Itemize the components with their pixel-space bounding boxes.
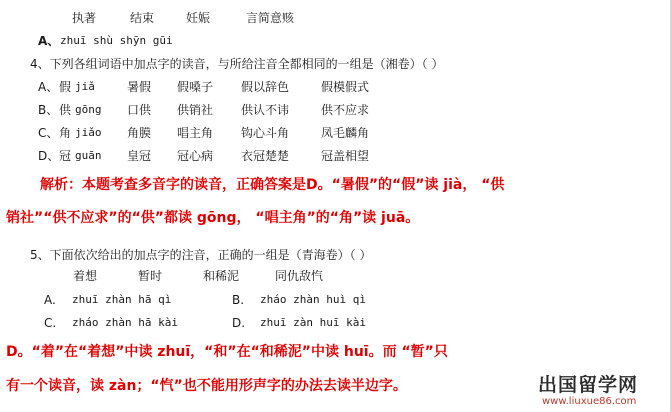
q4-option-word: 凤毛麟角 bbox=[321, 126, 370, 140]
q4-option-letter: A、 bbox=[38, 80, 59, 94]
q5-answer-line: 有一个读音，读 zàn；“忾”也不能用形声字的办法去读半边字。 bbox=[6, 378, 407, 394]
q4-option-pinyin: jiǎ bbox=[75, 80, 95, 93]
q4-option-char: 角 bbox=[59, 126, 72, 140]
q3-word: 妊娠 bbox=[186, 11, 211, 25]
q4-analysis-line: 解析：本题考查多音字的读音，正确答案是D。“暑假”的“假”读 jià， “供 bbox=[40, 177, 505, 193]
q4-option-word: 供认不讳 bbox=[241, 103, 290, 117]
q5-word: 着想 bbox=[73, 269, 98, 283]
q3-word: 执著 bbox=[72, 11, 97, 25]
q3-option-letter: A、 bbox=[38, 34, 60, 48]
q5-word: 同仇敌忾 bbox=[275, 269, 324, 283]
q5-option-letter: C. bbox=[44, 316, 57, 330]
q4-option-letter: B、 bbox=[38, 103, 59, 117]
q4-option-word: 冠盖相望 bbox=[321, 149, 370, 163]
q4-option-word: 衣冠楚楚 bbox=[241, 149, 290, 163]
q5-option-letter: B. bbox=[232, 293, 245, 307]
q4-option-word: 皇冠 bbox=[127, 149, 152, 163]
q5-option-pinyin: zhuī zhàn hā qì bbox=[72, 293, 172, 306]
q4-option-pinyin: gōng bbox=[75, 103, 102, 116]
q4-analysis-line: 销社”“供不应求”的“供”都读 gōng， “唱主角”的“角”读 juā。 bbox=[6, 210, 420, 226]
q5-option-pinyin: zháo zhàn huì qì bbox=[260, 293, 366, 306]
q4-option-letter: C、 bbox=[38, 126, 59, 140]
q3-word: 结束 bbox=[130, 11, 155, 25]
q5-option-letter: A. bbox=[44, 293, 56, 307]
q5-answer-line: D。“着”在“着想”中读 zhuī，“和”在“和稀泥”中读 huī。而 “暂”只 bbox=[6, 344, 448, 360]
q3-option-pinyin: zhuī shù shȳn gūi bbox=[60, 34, 173, 47]
q5-option-pinyin: zhuī zàn huī kài bbox=[260, 316, 366, 329]
site-watermark bbox=[534, 372, 664, 410]
q4-option-word: 钩心斗角 bbox=[241, 126, 290, 140]
q4-option-char: 冠 bbox=[59, 149, 72, 163]
q4-stem: 4、下列各组词语中加点字的读音，与所给注音全都相同的一组是（湘卷）（ ） bbox=[30, 57, 444, 71]
q4-option-word: 角膜 bbox=[127, 126, 152, 140]
q5-word: 和稀泥 bbox=[203, 269, 240, 283]
q4-option-word: 供销社 bbox=[177, 103, 214, 117]
q3-word: 言简意赅 bbox=[246, 11, 295, 25]
q5-option-letter: D. bbox=[232, 316, 246, 330]
q4-option-word: 供不应求 bbox=[321, 103, 370, 117]
q4-option-word: 假模假式 bbox=[321, 80, 370, 94]
q5-stem: 5、下面依次给出的加点字的注音，正确的一组是（青海卷）（ ） bbox=[30, 248, 372, 262]
watermark-logo-text: 出国留学网 bbox=[538, 374, 639, 396]
q4-option-pinyin: guān bbox=[75, 149, 102, 162]
q4-option-word: 暑假 bbox=[127, 80, 152, 94]
q4-option-pinyin: jiǎo bbox=[75, 126, 102, 139]
watermark-url: www.liuxue86.com bbox=[542, 396, 637, 407]
q4-option-char: 假 bbox=[59, 80, 72, 94]
q5-option-pinyin: zháo zhàn hā kài bbox=[72, 316, 178, 329]
q4-option-word: 口供 bbox=[127, 103, 152, 117]
q4-option-word: 冠心病 bbox=[177, 149, 214, 163]
q5-word: 暂时 bbox=[138, 269, 163, 283]
q4-option-char: 供 bbox=[59, 103, 72, 117]
q4-option-word: 唱主角 bbox=[177, 126, 214, 140]
q4-option-letter: D、 bbox=[38, 149, 60, 163]
q4-option-word: 假嗓子 bbox=[177, 80, 214, 94]
q4-option-word: 假以辞色 bbox=[241, 80, 290, 94]
